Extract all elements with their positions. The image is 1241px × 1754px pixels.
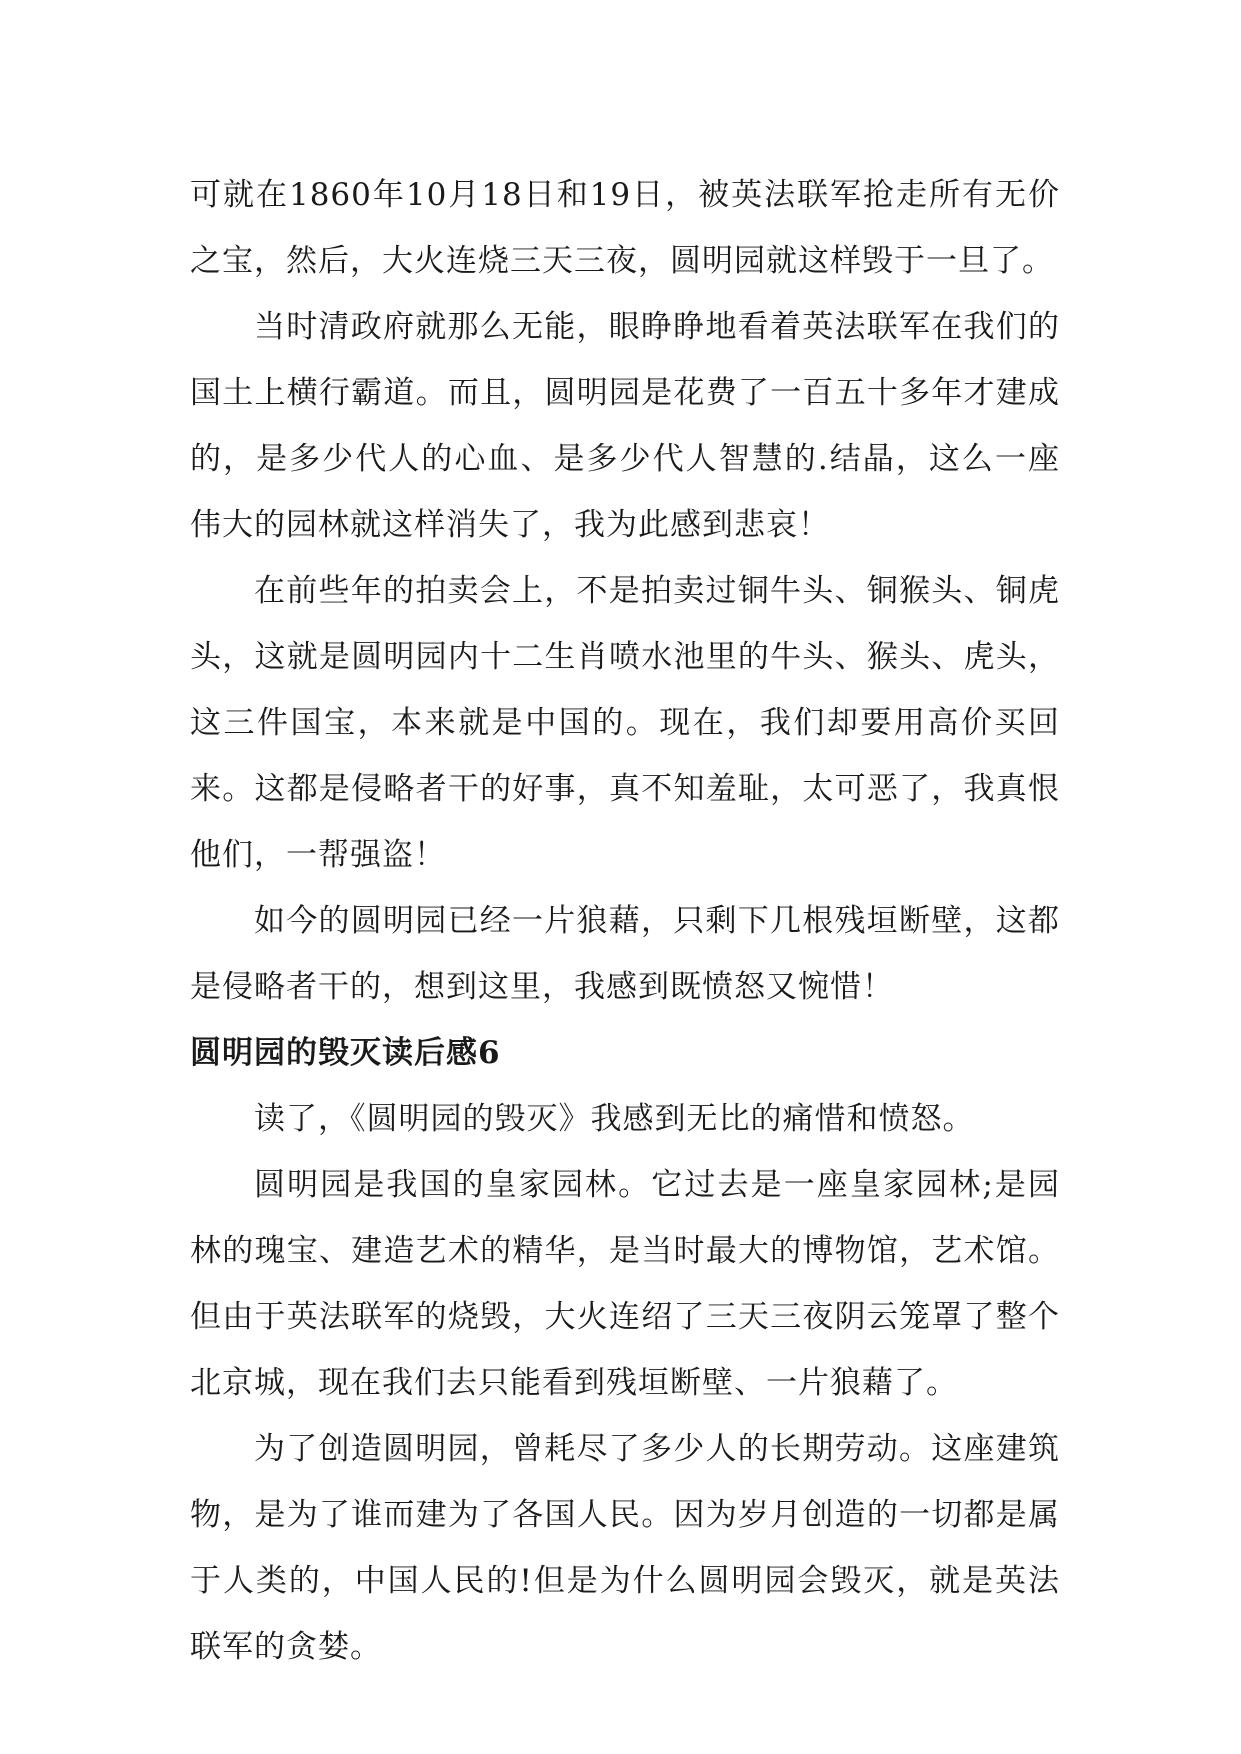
paragraph-auction: 在前些年的拍卖会上，不是拍卖过铜牛头、铜猴头、铜虎头，这就是圆明园内十二生肖喷水池里的牛头、猴头、虎头，这三件国宝，本来就是中国的。现在，我们却要用高价买回来。这都是侵略者干的好事，真不知羞耻，太可恶了，我真恨他们，一帮强盗！ [190, 573, 1060, 873]
document-page [190, 162, 1060, 1680]
paragraph-royal-garden: 圆明园是我国的皇家园林。它过去是一座皇家园林;是园林的瑰宝、建造艺术的精华，是当时最大的博物馆，艺术馆。但由于英法联军的烧毁，大火连绍了三天三夜阴云笼罩了整个北京城，现在我们去只能看到残垣断壁、一片狼藉了。 [190, 1167, 1060, 1401]
paragraph-ruins: 如今的圆明园已经一片狼藉，只剩下几根残垣断壁，这都是侵略者干的，想到这里，我感到既愤怒又惋惜！ [190, 903, 1060, 1005]
paragraph-continuation: 可就在1860年10月18日和19日，被英法联军抢走所有无价之宝，然后，大火连烧三天三夜，圆明园就这样毁于一旦了。 [190, 177, 1060, 279]
section-title: 圆明园的毁灭读后感6 [190, 1035, 501, 1071]
paragraph-creation: 为了创造圆明园，曾耗尽了多少人的长期劳动。这座建筑物，是为了谁而建为了各国人民。因为岁月创造的一切都是属于人类的，中国人民的!但是为什么圆明园会毁灭，就是英法联军的贪婪。 [190, 1431, 1060, 1665]
paragraph-intro: 读了，《圆明园的毁灭》我感到无比的痛惜和愤怒。 [254, 1101, 975, 1137]
paragraph-government: 当时清政府就那么无能，眼睁睁地看着英法联军在我们的国土上横行霸道。而且，圆明园是花费了一百五十多年才建成的，是多少代人的心血、是多少代人智慧的.结晶，这么一座伟大的园林就这样消失了，我为此感到悲哀！ [190, 309, 1060, 543]
